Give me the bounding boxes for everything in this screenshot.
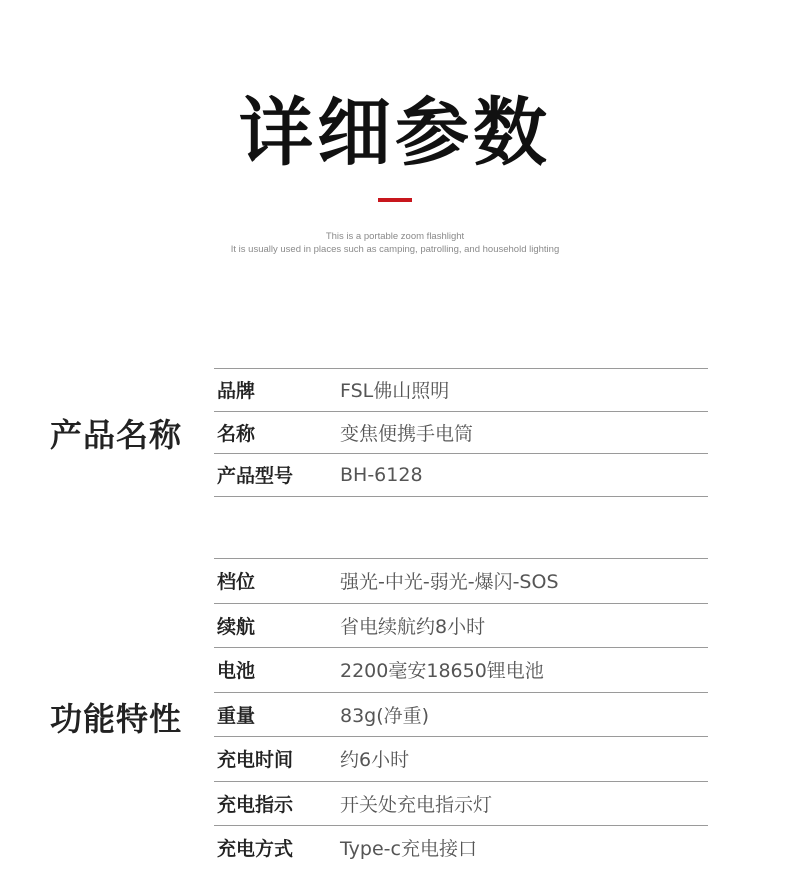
spec-value: 强光-中光-弱光-爆闪-SOS <box>340 571 559 594</box>
subtitle-line-1: This is a portable zoom flashlight <box>325 231 465 242</box>
spec-value: FSL佛山照明 <box>340 380 450 403</box>
spec-table-product-name <box>214 368 708 497</box>
spec-key: 产品型号 <box>217 465 294 488</box>
title-accent-bar <box>378 198 412 202</box>
spec-row <box>214 782 708 827</box>
spec-value: 2200毫安18650锂电池 <box>340 660 544 683</box>
spec-key: 续航 <box>217 615 256 638</box>
subtitle-line-2: It is usually used in places such as camping, patrolling, and household lighting <box>230 244 560 255</box>
spec-value: BH-6128 <box>340 463 423 486</box>
spec-row <box>214 826 708 869</box>
spec-row <box>214 559 708 604</box>
spec-value: 83g(净重) <box>340 704 430 727</box>
section-label-product-name: 产品名称 <box>49 416 182 454</box>
spec-value: 约6小时 <box>340 749 410 772</box>
spec-table-features <box>214 558 708 869</box>
spec-key: 品牌 <box>217 380 256 403</box>
section-label-features: 功能特性 <box>49 700 182 738</box>
spec-value: Type-c充电接口 <box>340 838 477 861</box>
page-title: 详细参数 <box>239 90 551 176</box>
spec-row <box>214 369 708 412</box>
spec-key: 档位 <box>217 571 256 594</box>
spec-value: 变焦便携手电筒 <box>340 422 474 445</box>
spec-row <box>214 412 708 455</box>
spec-row <box>214 604 708 649</box>
spec-key: 充电指示 <box>217 793 294 816</box>
spec-key: 重量 <box>217 704 256 727</box>
spec-key: 充电时间 <box>217 749 294 772</box>
spec-value: 省电续航约8小时 <box>340 615 486 638</box>
spec-key: 充电方式 <box>217 838 294 861</box>
spec-value: 开关处充电指示灯 <box>340 793 493 816</box>
spec-row <box>214 454 708 497</box>
spec-row <box>214 737 708 782</box>
spec-row <box>214 648 708 693</box>
spec-row <box>214 693 708 738</box>
spec-key: 名称 <box>217 422 256 445</box>
spec-key: 电池 <box>217 660 256 683</box>
